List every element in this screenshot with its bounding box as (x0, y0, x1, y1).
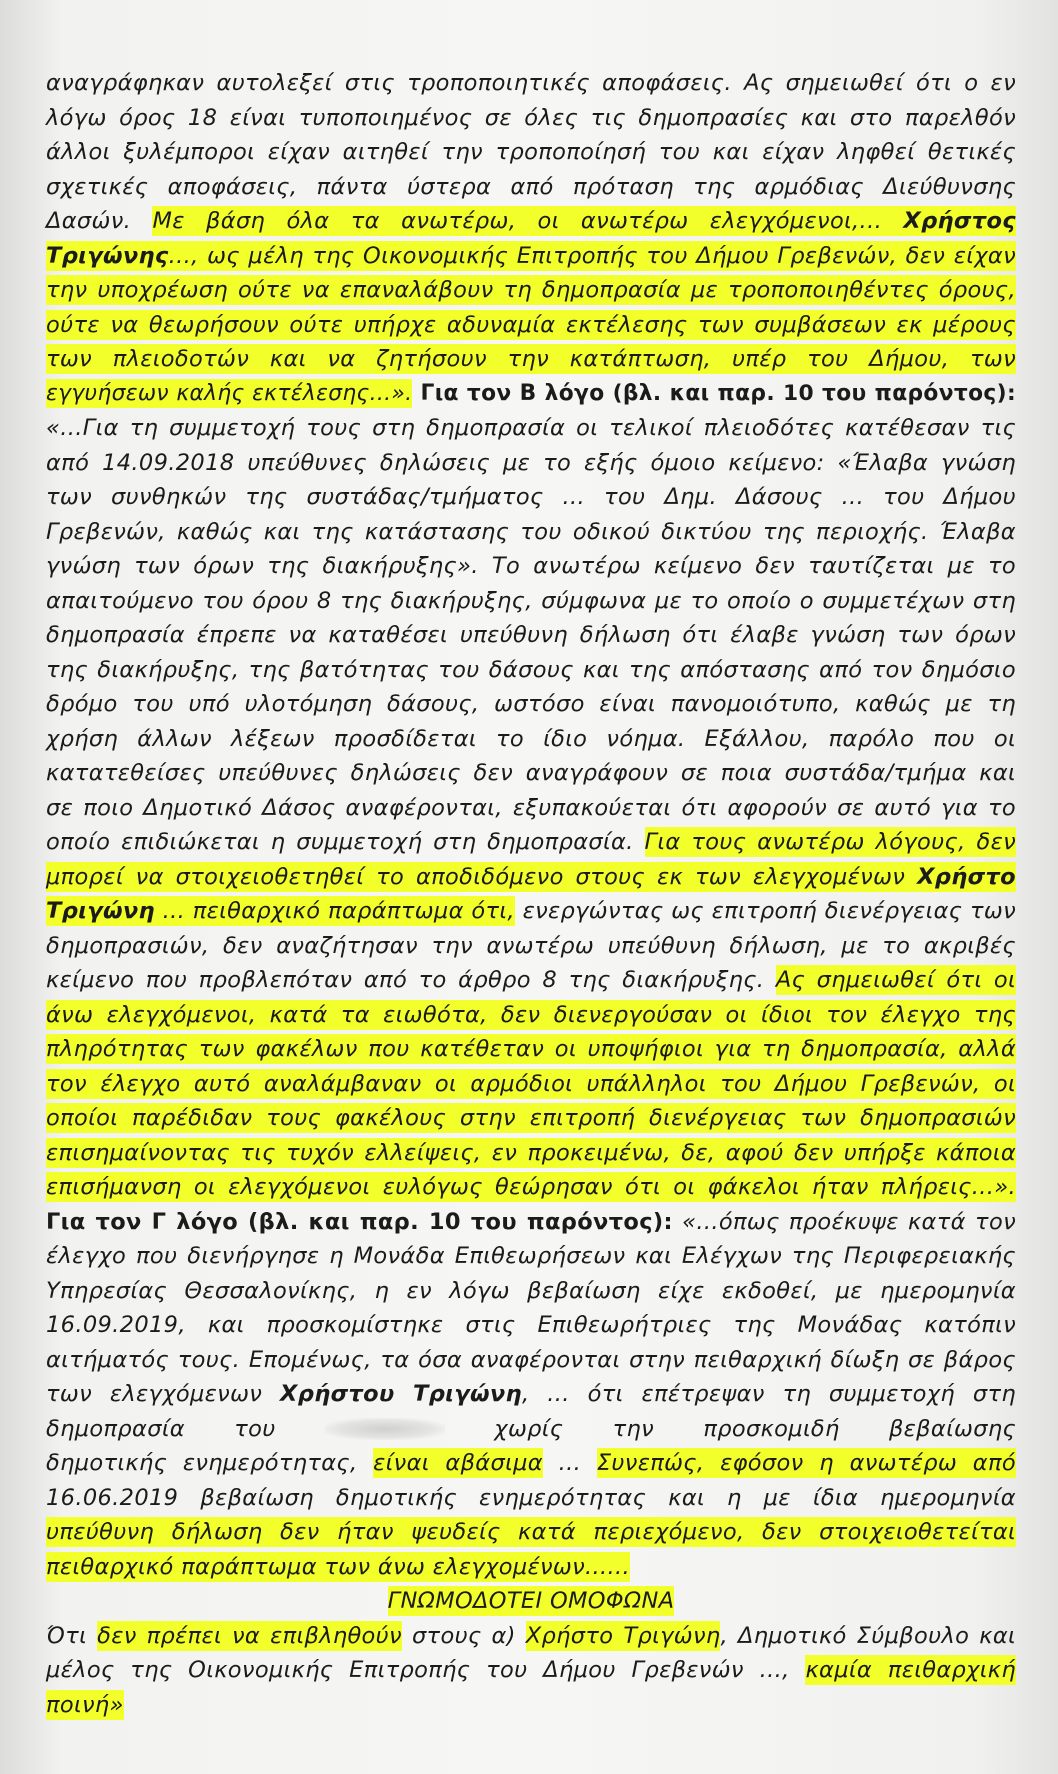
text-segment: , Δημοτικό Σύμβουλο και (720, 1622, 1016, 1649)
text-segment: Για τον Γ λόγο (βλ. και παρ. 10 του παρόντος): (46, 1208, 673, 1235)
text-segment: 16.06.2019 βεβαίωση δημοτικής ενημερότητας και η με ίδια ημερομηνία (46, 1484, 1016, 1511)
text-segment: σε ποιο Δημοτικό Δάσος αναφέρονται, εξυπακούεται ότι αφορούν σε αυτό για το (46, 794, 1016, 821)
text-line (46, 549, 1016, 584)
text-line (46, 825, 1016, 860)
highlighted-text: Χρήστος (903, 208, 1016, 234)
text-segment: κατατεθείσες υπεύθυνες δηλώσεις δεν αναγράφουν σε ποια συστάδα/τμήμα και (46, 760, 1016, 786)
text-line (46, 1136, 1016, 1171)
text-line (46, 1343, 1016, 1378)
text-segment: άλλοι ξυλέμποροι είχαν αιτηθεί την τροποποίησή του και είχαν ληφθεί θετικές (46, 139, 1016, 165)
text-segment: λόγω όρος 18 είναι τυποποιημένος σε όλες τις δημοπρασίες και στο παρελθόν (46, 104, 1016, 131)
highlighted-text: επισημαίνοντας τις τυχόν ελλείψεις, εν προκειμένω, δε, αφού δεν υπήρξε κάποια (46, 1139, 1016, 1166)
text-segment: μέλος της Οικονομικής Επιτροπής του Δήμου Γρεβενών ..., (46, 1657, 806, 1683)
highlighted-text: δεν πρέπει να επιβληθούν (97, 1622, 402, 1649)
highlighted-text: οποίοι παρέδιδαν τους φακέλους στην επιτροπή διενέργειας των δημοπρασιών (46, 1105, 1016, 1131)
text-line (46, 411, 1016, 446)
text-line (46, 1239, 1016, 1274)
text-segment: «...όπως προέκυψε κατά τον (672, 1208, 1016, 1235)
text-segment: «...Για τη συμμετοχή τους στη δημοπρασία οι τελικοί πλειοδότες κατέθεσαν τις (46, 415, 1016, 441)
text-line (46, 687, 1016, 722)
text-segment: αναγράφηκαν αυτολεξεί στις τροποποιητικές αποφάσεις. Ας σημειωθεί ότι ο εν (46, 70, 1016, 96)
text-line (46, 66, 1016, 101)
text-segment: δημοπρασία έπρεπε να καταθέσει υπεύθυνη δήλωση ότι έλαβε γνώση των όρων (46, 622, 1016, 648)
text-line (46, 1619, 1016, 1654)
text-line (46, 1481, 1016, 1516)
text-line (46, 1274, 1016, 1309)
text-segment: , ... ότι επέτρεψαν τη συμμετοχή στη (521, 1381, 1016, 1407)
text-line (46, 170, 1016, 205)
highlighted-text: ..., ως μέλη της Οικονομικής Επιτροπής του Δήμου Γρεβενών, δεν είχαν (168, 242, 1016, 269)
text-segment: σχετικές αποφάσεις, πάντα ύστερα από πρόταση της αρμόδιας Διεύθυνσης (46, 173, 1016, 200)
text-line (46, 1205, 1016, 1240)
text-segment: ... (542, 1450, 597, 1476)
text-segment: χωρίς την προσκομιδή βεβαίωσης (444, 1415, 1016, 1442)
text-line (46, 791, 1016, 826)
text-line (46, 342, 1016, 377)
highlighted-text: Χρήστο (917, 863, 1016, 890)
text-segment: έλεγχο που διενήργησε η Μονάδα Επιθεωρήσεων και Ελέγχων της Περιφερειακής (46, 1243, 1016, 1269)
text-line (46, 446, 1016, 481)
highlighted-text: υπεύθυνη δήλωση δεν ήταν ψευδείς κατά περιεχόμενο, δεν στοιχειοθετείται (46, 1519, 1016, 1545)
text-line (46, 894, 1016, 929)
text-line (46, 998, 1016, 1033)
highlighted-text: Χρήστο Τριγώνη (525, 1622, 721, 1649)
text-line (46, 756, 1016, 791)
text-segment: δημοπρασιών, δεν αναζήτησαν την ανωτέρω υπεύθυνη δήλωση, με το ακριβές (46, 932, 1016, 959)
text-segment: δημοπρασία του (46, 1415, 325, 1442)
text-segment: οποίο επιδιώκεται η συμμετοχή στη δημοπρασία. (46, 829, 645, 855)
highlighted-text: μπορεί να στοιχειοθετηθεί το αποδιδόμενο στους εκ των ελεγχομένων (46, 863, 918, 890)
text-line (46, 101, 1016, 136)
highlighted-text: άνω ελεγχόμενοι, κατά τα ειωθότα, δεν διενεργούσαν οι ίδιοι τον έλεγχο της (46, 1001, 1016, 1028)
text-line (46, 929, 1016, 964)
text-line (46, 722, 1016, 757)
text-segment: Υπηρεσίας Θεσσαλονίκης, η εν λόγω βεβαίωση είχε εκδοθεί, με ημερομηνία (46, 1277, 1016, 1304)
document-body (46, 66, 1016, 1722)
text-line (46, 1101, 1016, 1136)
text-segment: Ότι (46, 1622, 98, 1649)
highlighted-text: τον έλεγχο αυτό αναλάμβαναν οι αρμόδιοι υπάλληλοι του Δήμου Γρεβενών, οι (46, 1070, 1016, 1097)
highlighted-text: Τριγώνη (46, 898, 155, 924)
text-line (46, 1067, 1016, 1102)
text-segment: Γρεβενών, καθώς και της κατάστασης του οδικού δικτύου της περιοχής. Έλαβα (46, 518, 1016, 545)
text-line (46, 618, 1016, 653)
text-segment: δημοτικής ενημερότητας, (46, 1450, 374, 1476)
highlighted-text: καμία πειθαρχική (805, 1657, 1016, 1683)
text-segment: της διακήρυξης, της βατότητας του δάσους και της απόστασης από τον δημόσιο (46, 656, 1016, 683)
highlighted-text: επισήμανση οι ελεγχόμενοι ευλόγως θεώρησαν ότι οι φάκελοι ήταν πλήρεις...». (46, 1174, 1016, 1200)
verdict-heading (46, 1584, 1016, 1619)
text-line (46, 860, 1016, 895)
highlighted-text: πειθαρχικό παράπτωμα των άνω ελεγχομένων...... (46, 1553, 631, 1580)
text-line (46, 1170, 1016, 1205)
highlighted-text: Ας σημειωθεί ότι οι (775, 967, 1016, 993)
text-line (46, 1446, 1016, 1481)
text-line (46, 1308, 1016, 1343)
highlighted-text: Για τους ανωτέρω λόγους, δεν (644, 829, 1016, 855)
highlighted-text: ποινή» (46, 1691, 124, 1718)
text-line (46, 204, 1016, 239)
text-line (46, 1032, 1016, 1067)
text-line (46, 1412, 1016, 1447)
highlighted-text: ΓΝΩΜΟΔΟΤΕΙ ΟΜΟΦΩΝΑ (387, 1588, 675, 1614)
text-line (46, 239, 1016, 274)
text-segment: ενεργώντας ως επιτροπή διενέργειας των (514, 898, 1016, 924)
highlighted-text: είναι αβάσιμα (373, 1450, 543, 1476)
text-line (46, 963, 1016, 998)
highlighted-text: την υποχρέωση ούτε να επαναλάβουν τη δημοπρασία με τροποποιηθέντες όρους, (46, 277, 1016, 303)
text-line (46, 1550, 1016, 1585)
text-line (46, 135, 1016, 170)
text-segment: δρόμο του υπό υλοτόμηση δάσους, ωστόσο είναι πανομοιότυπο, καθώς με τη (46, 691, 1016, 717)
text-segment: των συνθηκών της συστάδας/τμήματος ... του Δημ. Δάσους ... του Δήμου (46, 484, 1016, 510)
redacted-name (325, 1418, 445, 1440)
text-line (46, 1515, 1016, 1550)
text-line (46, 515, 1016, 550)
text-line (46, 273, 1016, 308)
highlighted-text: ... πειθαρχικό παράπτωμα ότι, (154, 898, 515, 924)
text-segment: κείμενο που προβλεπόταν από το άρθρο 8 της διακήρυξης. (46, 967, 776, 993)
text-segment: γνώση των όρων της διακήρυξης». Το ανωτέρω κείμενο δεν ταυτίζεται με το (46, 553, 1016, 579)
highlighted-text: πληρότητας των φακέλων που κατέθεταν οι υποψήφιοι για τη δημοπρασία, αλλά (46, 1036, 1016, 1062)
text-segment: Για τον Β λόγο (βλ. και παρ. 10 του παρόντος): (412, 380, 1016, 406)
highlighted-text: ούτε να θεωρήσουν ούτε υπήρχε αδυναμία εκτέλεσης των συμβάσεων εκ μέρους (46, 311, 1016, 338)
highlighted-text: εγγυήσεων καλής εκτέλεσης...». (46, 380, 413, 406)
highlighted-text: Συνεπώς, εφόσον η ανωτέρω από (596, 1450, 1016, 1476)
text-line (46, 653, 1016, 688)
text-line (46, 308, 1016, 343)
highlighted-text: Τριγώνης (46, 242, 169, 269)
text-line (46, 1688, 1016, 1723)
highlighted-text: των πλειοδοτών και να ζητήσουν την κατάπτωση, υπέρ του Δήμου, των (46, 346, 1016, 372)
text-segment: χρήση άλλων λέξεων προσδίδεται το ίδιο νόημα. Εξάλλου, παρόλο που οι (46, 725, 1016, 752)
text-segment: των ελεγχόμενων (46, 1381, 281, 1407)
text-line (46, 584, 1016, 619)
text-segment: στους α) (401, 1622, 526, 1649)
text-line (46, 480, 1016, 515)
text-segment: Δασών. (46, 208, 153, 234)
text-line (46, 377, 1016, 412)
highlighted-text: Με βάση όλα τα ανωτέρω, οι ανωτέρω ελεγχόμενοι,... (152, 208, 904, 234)
text-segment: αιτήματός τους. Επομένως, τα όσα αναφέρονται στην πειθαρχική δίωξη σε βάρος (46, 1346, 1016, 1373)
text-segment: απαιτούμενο του όρου 8 της διακήρυξης, σύμφωνα με το οποίο ο συμμετέχων στη (46, 587, 1016, 614)
text-line (46, 1377, 1016, 1412)
text-segment: 16.09.2019, και προσκομίστηκε στις Επιθεωρήτριες της Μονάδας κατόπιν (46, 1312, 1016, 1338)
text-segment: Χρήστου Τριγώνη (280, 1381, 522, 1407)
text-line (46, 1653, 1016, 1688)
text-segment: από 14.09.2018 υπεύθυνες δηλώσεις με το εξής όμοιο κείμενο: «Έλαβα γνώση (46, 449, 1016, 476)
